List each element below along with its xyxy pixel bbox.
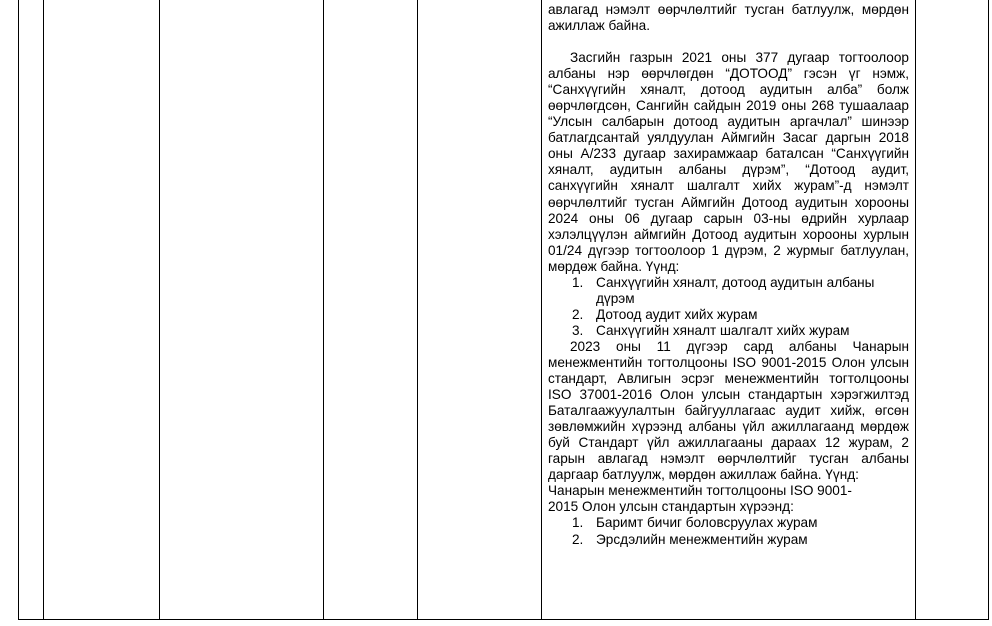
paragraph-iso-scope-line1: Чанарын менежментийн тогтолцооны ISO 9001-	[548, 483, 852, 499]
paragraph-iso-audit: 2023 оны 11 дүгээр сард албаны Чанарын менежментийн тогтолцооны ISO 9001-2015 Олон улсын стандарт, Авлигын эсрэг менежментийн тогтолцооны ISO 37001-2016 Олон улсын стандартын хэрэгжилтэд Баталгаажуулалтын байгууллагаас аудит хийж, өгсөн зөвлөмжийн хүрээнд албаны үйл ажиллагаанд мөрдөж буй Стандарт үйл ажиллагааны дараах 12 журам, 2 гарын авлагад нэмэлт өөрчлөлтийг тусган албаны даргаар батлуулж, мөрдөн ажиллаж байна. Үүнд:	[548, 338, 909, 483]
list-item: 1. Баримт бичиг боловсруулах журам	[572, 515, 818, 531]
column-divider-2	[159, 0, 160, 620]
list-item: 2. Дотоод аудит хийх журам	[572, 306, 758, 322]
column-divider-4	[417, 0, 418, 620]
column-divider-6	[915, 0, 916, 620]
column-divider-5	[541, 0, 542, 620]
column-divider-1	[43, 0, 44, 620]
paragraph-regulation-update: Засгийн газрын 2021 оны 377 дугаар тогтоолоор албаны нэр өөрчлөгдөн “ДОТООД” гэсэн үг нэмж, “Санхүүгийн хяналт, дотоод аудитын алба” болж өөрчлөгдсөн, Сангийн сайдын 2019 оны 268 тушаалаар “Улсын салбарын дотоод аудитын аргачлал” шинээр батлагдсантай уялдуулан Аймгийн Засаг даргын 2018 оны А/233 дугаар захирамжаар баталсан “Санхүүгийн хяналт, аудитын албаны дүрэм”, “Дотоод аудит, санхүүгийн хяналт шалгалт хийх журам”-д нэмэлт өөрчлөлтийг тусган Аймгийн Дотоод аудитын хорооны 2024 оны 06 дугаар сарын 03-ны өдрийн хурлаар хэлэлцүүлэн аймгийн Дотоод аудитын хорооны хурлын 01/24 дүгээр тогтоолоор 1 дүрэм, 2 журмыг батлуулан, мөрдөж байна. Үүнд:	[548, 50, 909, 274]
list-item: 2. Эрсдэлийн менежментийн журам	[572, 531, 808, 547]
table-border-right	[988, 0, 989, 620]
paragraph-continued: авлагад нэмэлт өөрчлөлтийг тусган батлуулж, мөрдөн ажиллаж байна.	[548, 2, 909, 34]
approved-documents-list	[548, 275, 909, 339]
iso-procedures-list	[548, 515, 909, 547]
list-item: 1. Санхүүгийн хяналт, дотоод аудитын албаны дүрэм	[572, 274, 875, 306]
table-cell-description	[548, 2, 909, 548]
table-border-bottom	[18, 619, 989, 620]
column-divider-3	[323, 0, 324, 620]
paragraph-iso-scope-line2: 2015 Олон улсын стандартын хүрээнд:	[548, 499, 794, 515]
table-border-left	[18, 0, 19, 620]
list-item: 3. Санхүүгийн хяналт шалгалт хийх журам	[572, 322, 850, 338]
